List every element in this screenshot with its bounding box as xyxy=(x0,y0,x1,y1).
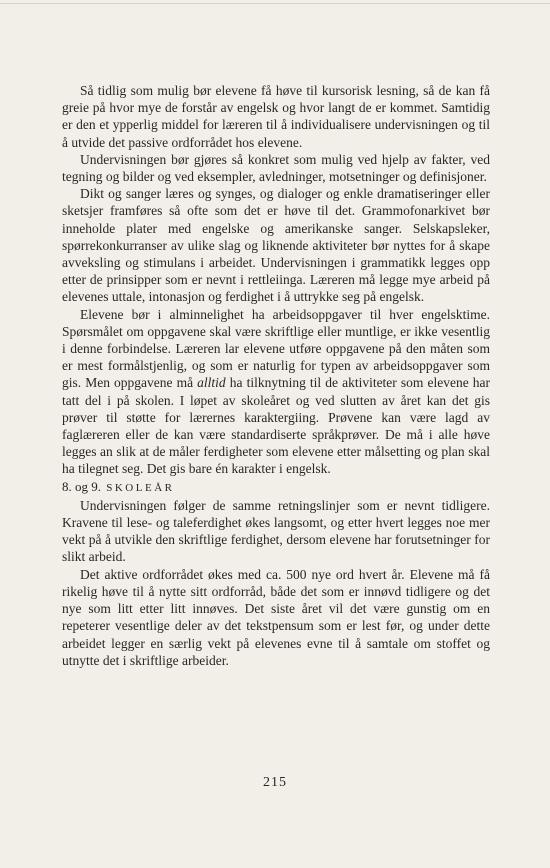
paragraph-work-tasks-part1: Elevene bør i alminnelighet ha arbeidsoppgaver til hver engelsktime. Spørsmålet om oppgavene skal være skriftlige eller muntlige, er ikke vesentlig i denne forbindelse. Læreren lar elevene utføre oppgavene på den måten som er mest formålstjenlig, og som er naturlig for typen av arbeidsoppgaver som gis. Men oppgavene må xyxy=(62,306,490,391)
paragraph-songs-dialogues: Dikt og sanger læres og synges, og dialoger og enkle dramatiseringer eller sketsjer framføres så ofte som det er høve til det. Grammofonarkivet bør inneholde plater med engelske og amerikanske sanger. Selskapsleker, spørrekonkurranser av ulike slag og liknende aktiviteter bør nyttes for å skape avveksling og stimulans i arbeidet. Undervisningen i grammatikk legges opp etter de prinsipper som er nevnt i rettleiinga. Læreren må legge mye arbeid på elevenes uttale, intonasjon og ferdighet i å uttrykke seg på engelsk. xyxy=(62,186,490,305)
body-text xyxy=(62,82,490,669)
paragraph-concrete-teaching: Undervisningen bør gjøres så konkret som mulig ved hjelp av fakter, ved tegning og bilder og ved eksempler, avledninger, motsetninger og definisjoner. xyxy=(62,151,490,185)
paragraph-same-guidelines: Undervisningen følger de samme retningslinjer som er nevnt tidligere. Kravene til lese- og taleferdighet økes langsomt, og etter hvert legges noe mer vekt på å utvikle den skriftlige ferdighet, dersom elevene har forutsetninger for slikt arbeid. xyxy=(62,497,490,565)
page-number: 215 xyxy=(263,775,287,790)
paragraph-work-tasks xyxy=(62,306,490,478)
paragraph-cursory-reading: Så tidlig som mulig bør elevene få høve til kursorisk lesning, så de kan få greie på hvor mye de forstår av engelsk og hvor langt de er kommet. Samtidig er den et ypperlig middel for læreren til å individualisere undervisningen og til å utvide det passive ordforrådet hos elevene. xyxy=(62,83,490,150)
section-heading xyxy=(62,478,490,497)
top-edge-line xyxy=(0,3,550,4)
emphasis-alltid: alltid xyxy=(197,375,226,391)
section-heading-numbers: 8. og 9. xyxy=(62,478,101,494)
paragraph-work-tasks-part2: ha tilknytning til de aktiviteter som elevene har tatt del i på skolen. I løpet av skoleåret og ved slutten av året kan det gis prøver til støtte for lærernes karaktergiing. Prøvene kan være lagd av faglæreren eller de kan være standardiserte språkprøver. De må i alle høve legges an slik at de måler ferdigheter som elevene etter målsetting og plan skal ha tilegnet seg. Det gis bare én karakter i engelsk. xyxy=(62,375,490,477)
section-heading-word: SKOLEÅR xyxy=(106,481,175,494)
paragraph-vocabulary: Det aktive ordforrådet økes med ca. 500 nye ord hvert år. Elevene må få rikelig høve til å nytte sitt ordforråd, både det som er innøvd tidligere og det nye som litt etter litt innøves. Det siste året vil det være gunstig om en repeterer vesentlige deler av det tekstpensum som er lest før, og under dette arbeidet legger en særlig vekt på elevenes evne til å samtale om stoffet og utnytte det i skriftlige arbeider. xyxy=(62,566,490,668)
